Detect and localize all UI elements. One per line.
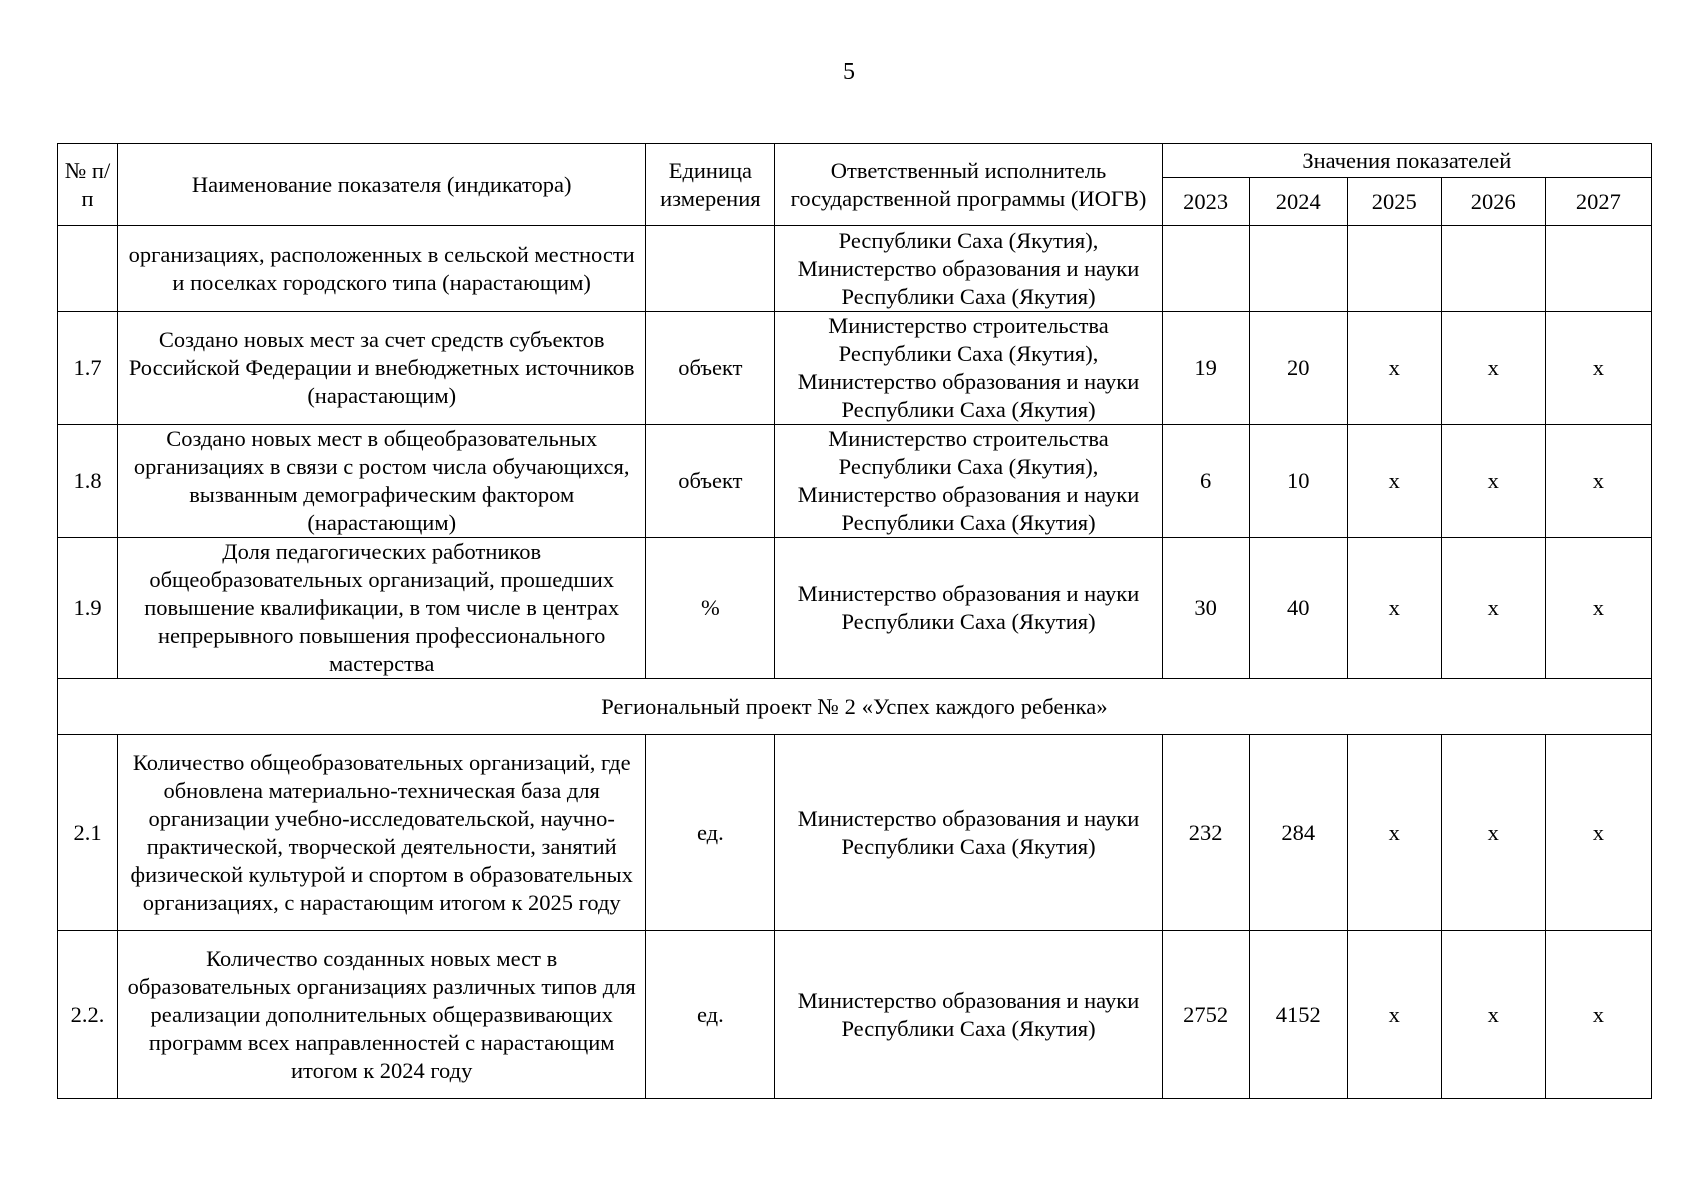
row-num: 1.7 — [58, 312, 118, 425]
row-value: 10 — [1249, 425, 1347, 538]
header-row — [58, 144, 1652, 178]
row-value — [1249, 226, 1347, 312]
row-value: 2752 — [1162, 931, 1249, 1099]
header-values-group: Значения показателей — [1162, 144, 1651, 178]
section-title: Региональный проект № 2 «Успех каждого ребенка» — [58, 679, 1652, 735]
row-num: 2.2. — [58, 931, 118, 1099]
header-name: Наименование показателя (индикатора) — [118, 144, 646, 226]
row-value: х — [1347, 735, 1441, 931]
row-value: 20 — [1249, 312, 1347, 425]
row-value: х — [1441, 538, 1545, 679]
row-value: 232 — [1162, 735, 1249, 931]
row-executor: Министерство образования и науки Республики Саха (Якутия) — [775, 735, 1162, 931]
row-unit: % — [646, 538, 775, 679]
row-value: 4152 — [1249, 931, 1347, 1099]
row-value: 284 — [1249, 735, 1347, 931]
row-unit: объект — [646, 312, 775, 425]
row-value: х — [1545, 312, 1651, 425]
row-unit — [646, 226, 775, 312]
row-executor: Министерство образования и науки Республики Саха (Якутия) — [775, 931, 1162, 1099]
table-row — [58, 931, 1652, 1099]
table-row — [58, 538, 1652, 679]
table-row — [58, 226, 1652, 312]
row-name: Доля педагогических работников общеобразовательных организаций, прошедших повышение квалификации, в том числе в центрах непрерывного повышения профессионального мастерства — [118, 538, 646, 679]
row-value: х — [1347, 312, 1441, 425]
row-value: х — [1545, 425, 1651, 538]
page-number: 5 — [843, 59, 855, 85]
row-name: Создано новых мест в общеобразовательных организациях в связи с ростом числа обучающихся, вызванным демографическим фактором (нарастающим) — [118, 425, 646, 538]
row-value: 40 — [1249, 538, 1347, 679]
row-value — [1545, 226, 1651, 312]
indicators-table — [57, 143, 1652, 1099]
header-num: № п/п — [58, 144, 118, 226]
row-num: 1.8 — [58, 425, 118, 538]
header-year: 2024 — [1249, 178, 1347, 226]
table-row — [58, 735, 1652, 931]
row-unit: ед. — [646, 931, 775, 1099]
row-value — [1441, 226, 1545, 312]
row-unit: ед. — [646, 735, 775, 931]
header-executor: Ответственный исполнитель государственной программы (ИОГВ) — [775, 144, 1162, 226]
row-name: Количество созданных новых мест в образовательных организациях различных типов для реализации дополнительных общеразвивающих программ всех направленностей с нарастающим итогом к 2024 году — [118, 931, 646, 1099]
row-value: х — [1347, 425, 1441, 538]
row-value — [1162, 226, 1249, 312]
row-value: х — [1441, 931, 1545, 1099]
row-executor: Министерство строительства Республики Саха (Якутия), Министерство образования и науки Республики Саха (Якутия) — [775, 312, 1162, 425]
row-executor: Республики Саха (Якутия), Министерство образования и науки Республики Саха (Якутия) — [775, 226, 1162, 312]
header-year: 2025 — [1347, 178, 1441, 226]
row-value — [1347, 226, 1441, 312]
row-num — [58, 226, 118, 312]
row-value: х — [1441, 425, 1545, 538]
row-num: 2.1 — [58, 735, 118, 931]
row-name: организациях, расположенных в сельской местности и поселках городского типа (нарастающим) — [118, 226, 646, 312]
row-name: Создано новых мест за счет средств субъектов Российской Федерации и внебюджетных источников (нарастающим) — [118, 312, 646, 425]
row-name: Количество общеобразовательных организаций, где обновлена материально-техническая база для организации учебно-исследовательской, научно-практической, творческой деятельности, занятий физической культурой и спортом в образовательных организациях, с нарастающим итогом к 2025 году — [118, 735, 646, 931]
row-num: 1.9 — [58, 538, 118, 679]
row-value: х — [1441, 312, 1545, 425]
row-unit: объект — [646, 425, 775, 538]
row-value: х — [1545, 538, 1651, 679]
table-row — [58, 312, 1652, 425]
table-row — [58, 425, 1652, 538]
section-row — [58, 679, 1652, 735]
header-year: 2026 — [1441, 178, 1545, 226]
row-value: х — [1347, 538, 1441, 679]
row-value: х — [1441, 735, 1545, 931]
header-year: 2027 — [1545, 178, 1651, 226]
row-value: х — [1545, 931, 1651, 1099]
header-unit: Единица измерения — [646, 144, 775, 226]
row-executor: Министерство строительства Республики Саха (Якутия), Министерство образования и науки Республики Саха (Якутия) — [775, 425, 1162, 538]
row-value: х — [1545, 735, 1651, 931]
row-value: 30 — [1162, 538, 1249, 679]
row-value: 6 — [1162, 425, 1249, 538]
row-value: 19 — [1162, 312, 1249, 425]
row-value: х — [1347, 931, 1441, 1099]
header-year: 2023 — [1162, 178, 1249, 226]
row-executor: Министерство образования и науки Республики Саха (Якутия) — [775, 538, 1162, 679]
